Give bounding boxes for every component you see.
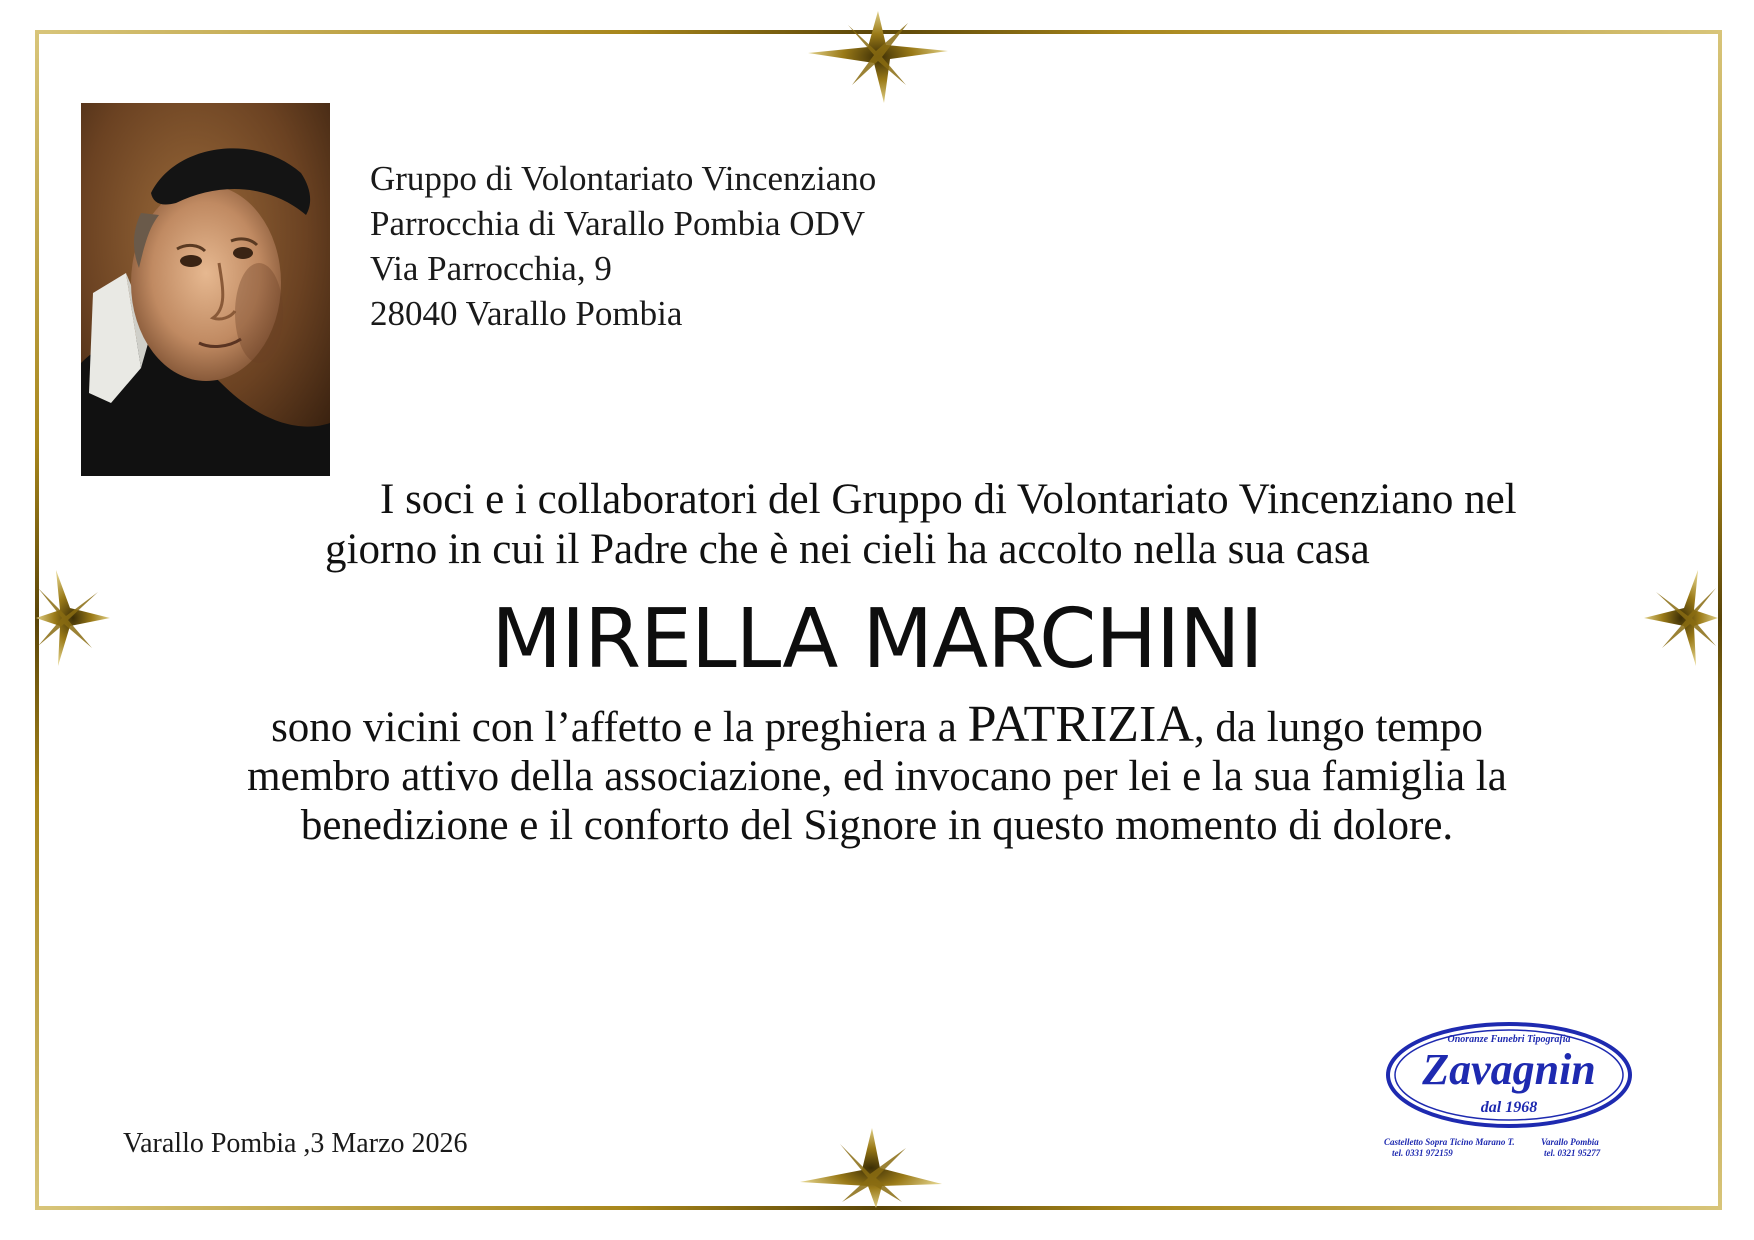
intro-line-2: giorno in cui il Padre che è nei cieli ha accolto nella sua casa xyxy=(325,526,1370,573)
organization-parish: Parrocchia di Varallo Pombia ODV xyxy=(370,204,866,243)
message-part-2: , da lungo tempo membro attivo della associazione, ed invocano per lei e la sua famiglia la benedizione e il conforto del Signore in questo momento di dolore. xyxy=(247,704,1507,849)
message-part-1: sono vicini con l’affetto e la preghiera a xyxy=(271,704,968,751)
logo-brand-name: Zavagnin xyxy=(1422,1045,1596,1094)
bottom-star-ornament xyxy=(800,1128,942,1208)
intro-line-1: I soci e i collaboratori del Gruppo di Volontariato Vincenziano nel xyxy=(380,476,1517,523)
place-date: Varallo Pombia ,3 Marzo 2026 xyxy=(123,1128,468,1159)
condolence-message xyxy=(200,696,1554,850)
logo-address-left: Castelletto Sopra Ticino Marano T. xyxy=(1384,1137,1515,1147)
organization-street: Via Parrocchia, 9 xyxy=(370,249,612,288)
logo-address-right: Varallo Pombia xyxy=(1541,1137,1599,1147)
organization-name: Gruppo di Volontariato Vincenziano xyxy=(370,159,877,198)
logo-since: dal 1968 xyxy=(1480,1099,1538,1116)
logo-phone-left: tel. 0331 972159 xyxy=(1392,1148,1453,1158)
logo-phone-right: tel. 0321 95277 xyxy=(1544,1148,1601,1158)
deceased-name: MIRELLA MARCHINI xyxy=(491,592,1263,687)
logo-tagline: Onoranze Funebri Tipografia xyxy=(1447,1034,1571,1045)
saint-portrait-image xyxy=(81,103,330,476)
funeral-home-logo xyxy=(1384,1020,1634,1170)
organization-address xyxy=(370,156,876,336)
frame-bottom-line xyxy=(35,1206,1722,1210)
organization-city: 28040 Varallo Pombia xyxy=(370,294,683,333)
member-name: PATRIZIA xyxy=(967,696,1194,753)
top-star-ornament xyxy=(808,11,948,103)
